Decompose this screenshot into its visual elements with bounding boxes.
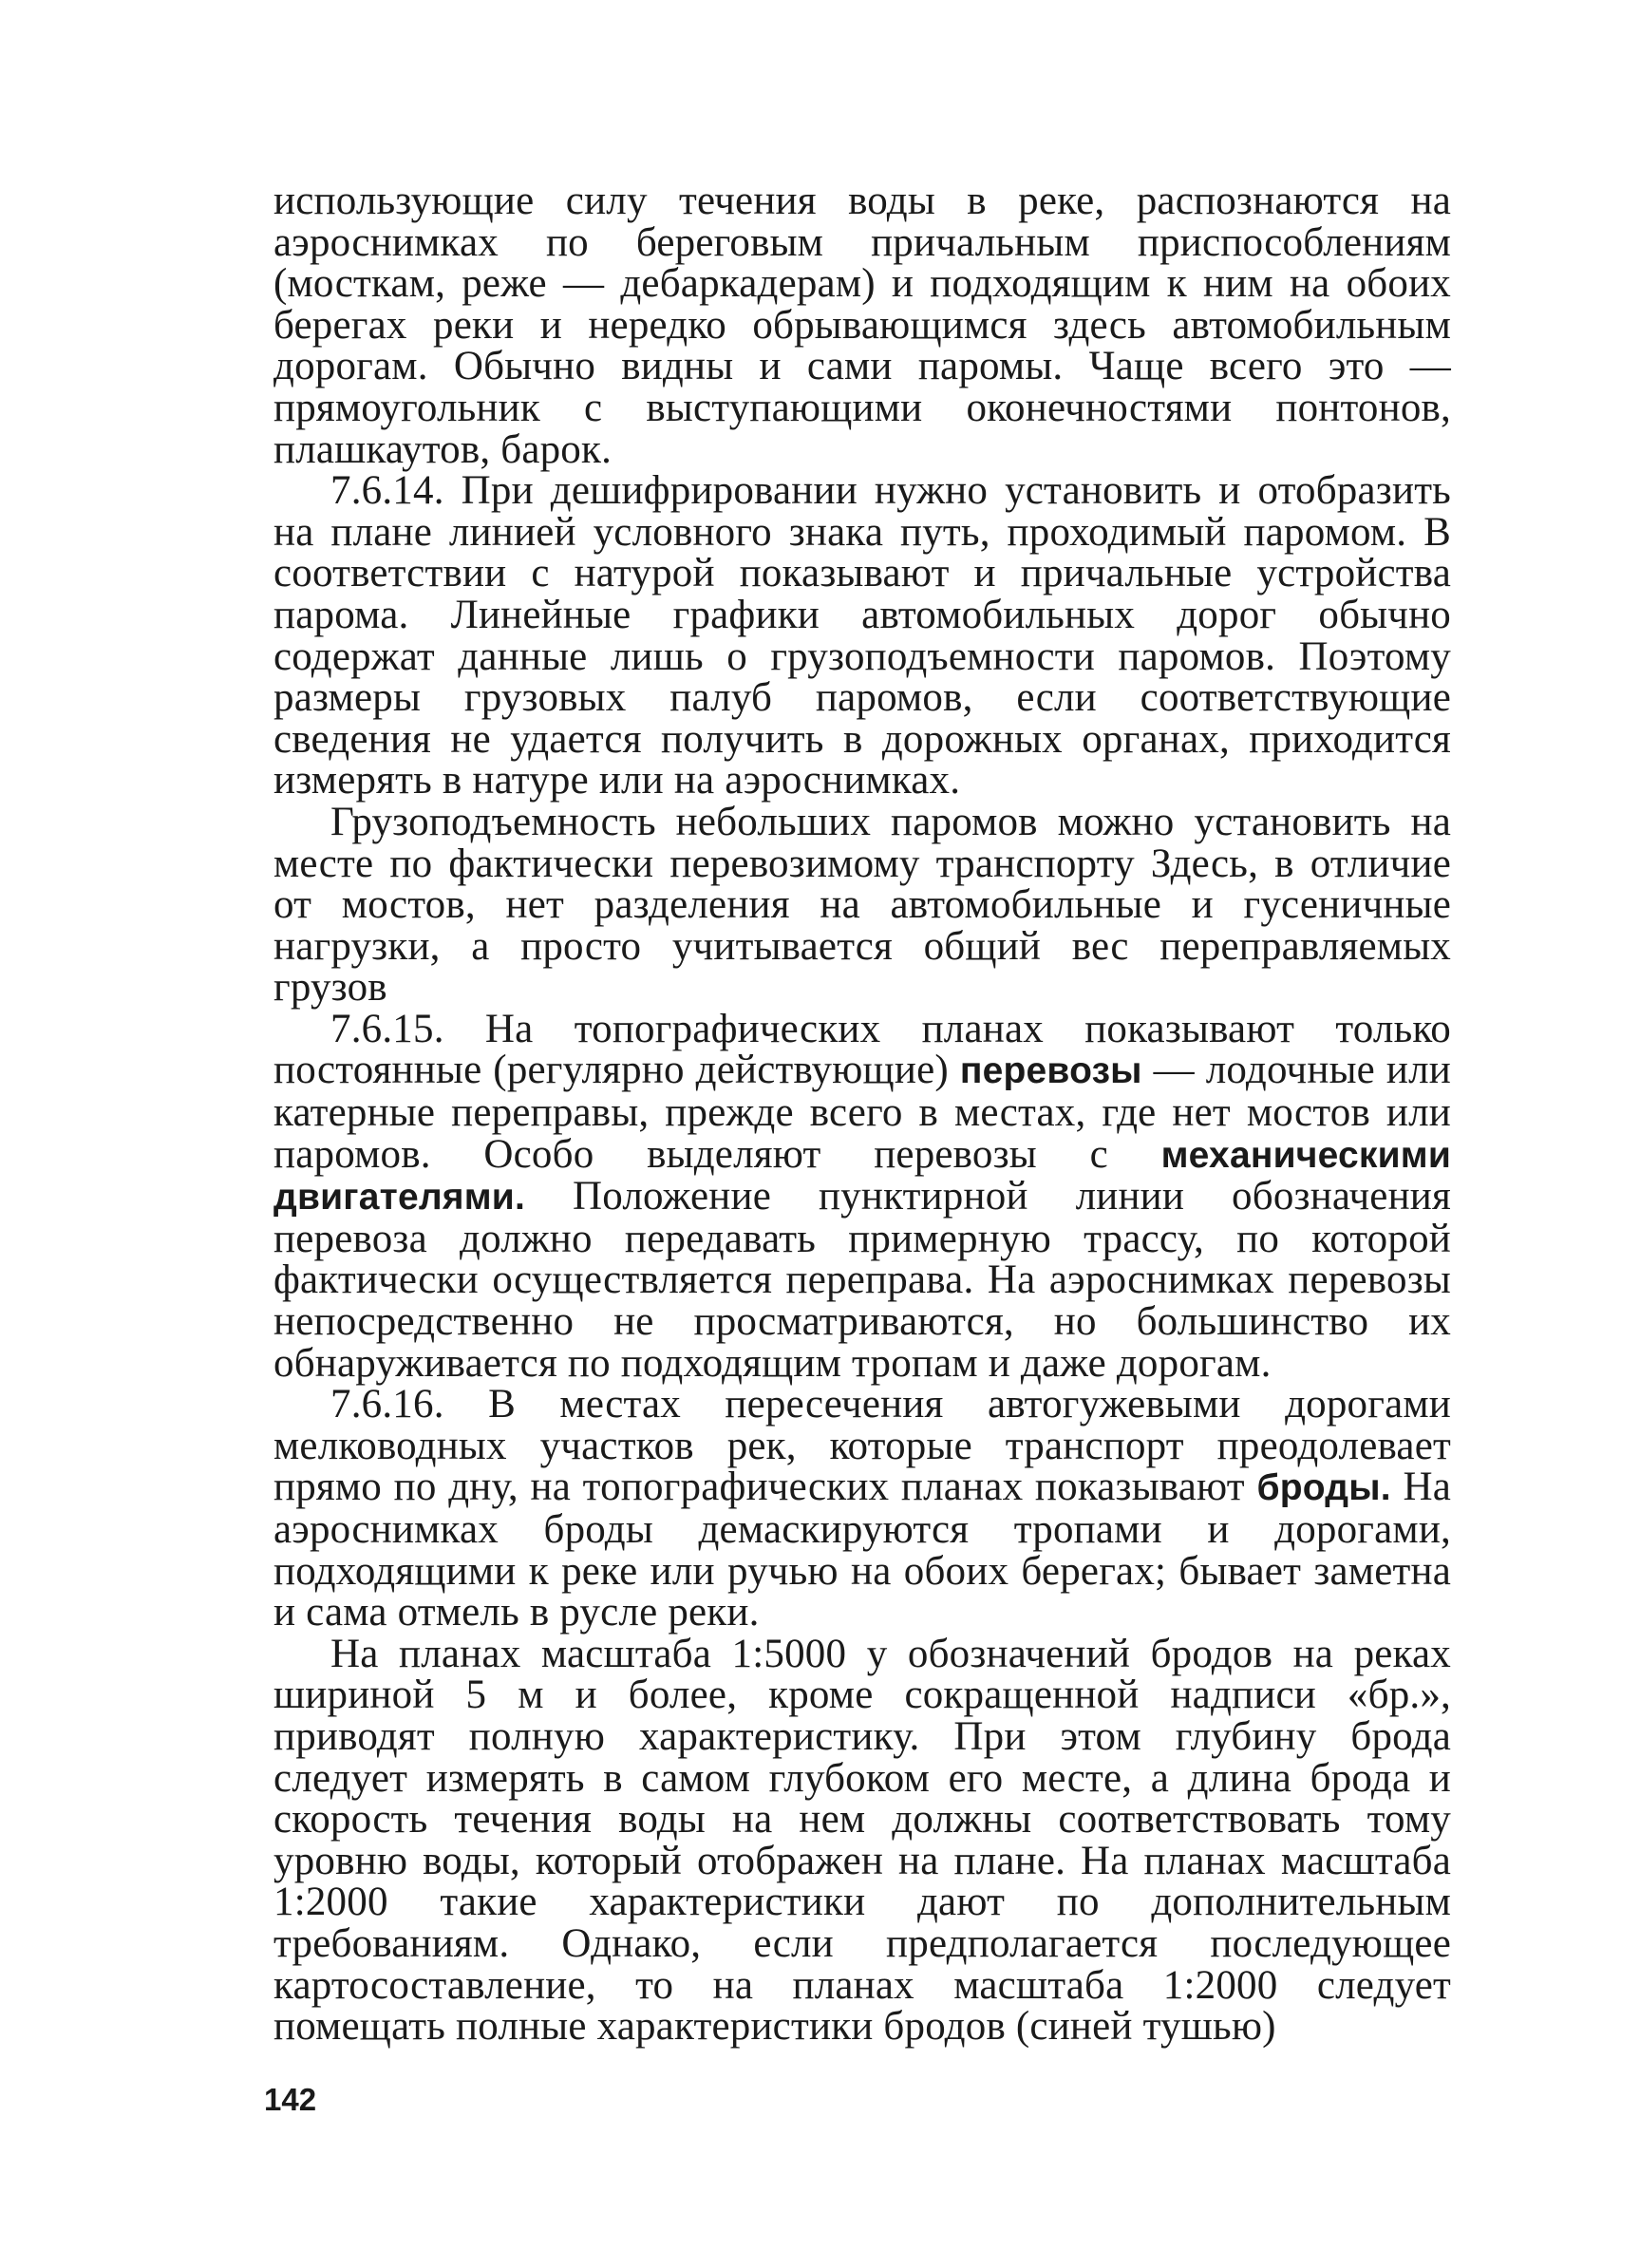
term-mechanical-engines: механическими двигателями. xyxy=(273,1134,1451,1219)
page-number: 142 xyxy=(264,2082,317,2117)
paragraph-7-6-14 xyxy=(273,470,1451,802)
text-segment: На планах масштаба 1:5000 у обозначений бродов на реках шириной 5 м и более, кроме сокращенной надписи «бр.», приводят полную характеристику. При этом глубину брода следует измерять в самом глубоком его месте, а длина брода и скорость течения воды на нем должны соответствовать тому уровню воды, который отображен на плане. На планах масштаба 1:2000 такие характеристики дают по дополнительным требованиям. Однако, если предполагается последующее картосоставление, то на планах масштаба 1:2000 следует помещать полные характеристики бродов (синей тушью) xyxy=(273,1631,1451,2050)
text-segment: Положение пунктирной линии обозначения перевоза должно передавать примерную трассу, по которой фактически осуществляется переправа. На аэроснимках перевозы непосредственно не просматриваются, но большинство их обнаруживается по подходящим тропам и даже дорогам. xyxy=(273,1174,1451,1386)
text-segment: Грузоподъемность небольших паромов можно установить на месте по фактически перевозимому транспорту Здесь, в отличие от мостов, нет разделения на автомобильные и гусеничные нагрузки, а просто учитывается общий вес переправляемых грузов xyxy=(273,799,1451,1011)
paragraph-7-6-15 xyxy=(273,1006,1451,1386)
term-brody: броды. xyxy=(1256,1467,1391,1509)
text-segment: 7.6.14. При дешифрировании нужно установить и отобразить на плане линией условного знака путь, проходимый паромом. В соответствии с натурой показывают и причальные устройства парома. Линейные графики автомобильных дорог обычно содержат данные лишь о грузоподъемности паромов. Поэтому размеры грузовых палуб паромов, если соответствующие сведения не удается получить в дорожных органах, приходится измерять в натуре или на аэроснимках. xyxy=(273,468,1451,803)
paragraph-ferry-capacity xyxy=(273,799,1451,1011)
text-segment: 7.6.15. На топографических планах показывают только постоянные (регулярно действующие) xyxy=(273,1006,1451,1093)
text-segment: На аэроснимках броды демаскируются тропами и дорогами, подходящими к реке или ручью на обоих берегах; бывает заметна и сама отмель в русле реки. xyxy=(273,1465,1451,1635)
paragraph-7-6-16 xyxy=(273,1384,1451,1634)
term-perevozy: перевозы xyxy=(959,1050,1142,1092)
text-segment: использующие силу течения воды в реке, распознаются на аэроснимках по береговым причальным приспособлениям (мосткам, реже — дебаркадерам) и подходящим к ним на обоих берегах реки и нередко обрывающимся здесь автомобильным дорогам. Обычно видны и сами паромы. Чаще всего это — прямоугольник с выступающими оконечностями понтонов, плашкаутов, барок. xyxy=(273,179,1451,472)
page-body xyxy=(273,180,1451,2048)
text-segment: 7.6.16. В местах пересечения автогужевыми дорогами мелководных участков рек, которые транспорт преодолевает прямо по дну, на топографических планах показывают xyxy=(273,1382,1451,1510)
paragraph-ferries-continued xyxy=(273,180,1451,470)
text-segment: — лодочные или катерные переправы, прежде всего в местах, где нет мостов или паромов. Особо выделяют перевозы с xyxy=(273,1048,1451,1177)
paragraph-scale-5000 xyxy=(273,1631,1451,2050)
